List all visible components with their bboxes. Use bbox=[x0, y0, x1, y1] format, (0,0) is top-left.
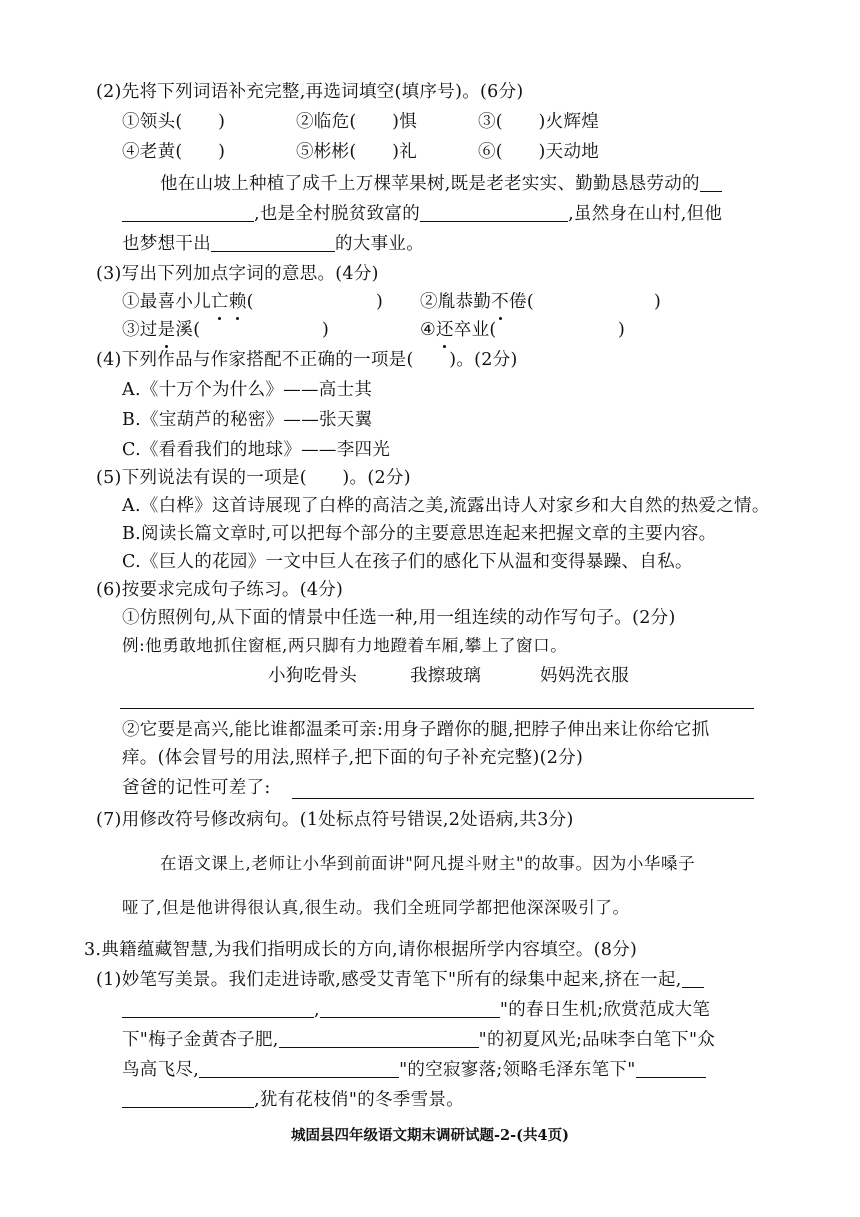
answer-blank[interactable] bbox=[636, 1059, 706, 1078]
q2-2-title: (2)先将下列词语补充完整,再选词填空(填序号)。(6分) bbox=[96, 82, 524, 102]
word-1: ①领头( ) bbox=[122, 112, 226, 132]
q2-2-passage-line3 bbox=[122, 232, 424, 256]
answer-line[interactable] bbox=[292, 798, 754, 799]
q3-title: 3.典籍蕴藏智慧,为我们指明成长的方向,请你根据所学内容填空。(8分) bbox=[84, 940, 638, 960]
page-footer: 城固县四年级语文期末调研试题-2-(共4页) bbox=[291, 1127, 569, 1144]
word-5: ⑤彬彬( )礼 bbox=[296, 142, 418, 162]
option-c: C.《看看我们的地球》——李四光 bbox=[122, 440, 391, 460]
item-4-close: ) bbox=[618, 320, 626, 340]
poem-text: "的春日生机;欣赏范成大笔 bbox=[499, 1000, 711, 1020]
q2-3-title: (3)写出下列加点字词的意思。(4分) bbox=[96, 264, 379, 284]
option-b: B.《宝葫芦的秘密》——张天翼 bbox=[122, 410, 373, 430]
option-a: A.《白桦》这首诗展现了白桦的高洁之美,流露出诗人对家乡和大自然的热爱之情。 bbox=[122, 496, 770, 516]
answer-blank[interactable] bbox=[122, 203, 254, 222]
option-c: C.《巨人的花园》一文中巨人在孩子们的感化下从温和变得暴躁、自私。 bbox=[122, 552, 693, 572]
poem-text: "的初夏风光;品味李白笔下"众 bbox=[478, 1030, 716, 1050]
item-text: ①最喜小儿 bbox=[122, 292, 211, 312]
item-text: ③过 bbox=[122, 320, 158, 340]
faulty-text-line1: 在语文课上,老师让小华到前面讲"阿凡提斗财主"的故事。因为小华嗓子 bbox=[160, 854, 696, 873]
poem-text: 下"梅子金黄杏子肥, bbox=[122, 1030, 279, 1050]
poem-text: , bbox=[314, 1000, 320, 1020]
scenario-1: 小狗吃骨头 bbox=[268, 666, 357, 686]
answer-blank[interactable] bbox=[420, 203, 568, 222]
item-text: ( bbox=[246, 292, 254, 312]
item-2 bbox=[420, 290, 534, 314]
answer-blank[interactable] bbox=[700, 173, 722, 192]
passage-text: 的大事业。 bbox=[335, 234, 424, 254]
answer-blank[interactable] bbox=[211, 233, 335, 252]
sub-question-2: ②它要是高兴,能比谁都温柔可亲:用身子蹭你的腿,把脖子伸出来让你给它抓 bbox=[122, 720, 710, 740]
item-text: ④ bbox=[420, 320, 436, 340]
dotted-char: 还 bbox=[436, 320, 454, 340]
answer-blank[interactable] bbox=[122, 999, 314, 1018]
passage-text: 也梦想干出 bbox=[122, 234, 211, 254]
scenario-2: 我擦玻璃 bbox=[410, 666, 482, 686]
scenario-3: 妈妈洗衣服 bbox=[540, 666, 629, 686]
item-text: 卒业( bbox=[453, 320, 497, 340]
q2-7-title: (7)用修改符号修改病句。(1处标点符号错误,2处语病,共3分) bbox=[96, 810, 574, 830]
word-6: ⑥( )天动地 bbox=[478, 142, 600, 162]
faulty-text-line2: 哑了,但是他讲得很认真,很生动。我们全班同学都把他深深吸引了。 bbox=[122, 898, 630, 917]
sentence-stem: 爸爸的记性可差了: bbox=[122, 778, 271, 798]
poem-text: "的空寂寥落;领略毛泽东笔下" bbox=[399, 1060, 636, 1080]
item-text: ②胤恭勤 bbox=[420, 292, 492, 312]
passage-text: 他在山坡上种植了成千上万棵苹果树,既是老老实实、勤勤恳恳劳动的 bbox=[160, 174, 700, 194]
q3-line4 bbox=[122, 1058, 706, 1082]
item-3-close: ) bbox=[322, 320, 330, 340]
dotted-char: 不 bbox=[491, 292, 510, 312]
dotted-char: 赖 bbox=[228, 292, 247, 312]
item-1-close: ) bbox=[376, 292, 384, 312]
example-sentence: 例:他勇敢地抓住窗框,两只脚有力地蹬着车厢,攀上了窗口。 bbox=[122, 636, 568, 655]
answer-blank[interactable] bbox=[279, 1029, 479, 1048]
word-3: ③( )火辉煌 bbox=[478, 112, 600, 132]
answer-blank[interactable] bbox=[320, 999, 500, 1018]
answer-blank[interactable] bbox=[199, 1059, 399, 1078]
sub-question-2-cont: 痒。(体会冒号的用法,照样子,把下面的句子补充完整)(2分) bbox=[122, 748, 584, 768]
q2-2-passage-line1 bbox=[160, 172, 722, 196]
item-4 bbox=[420, 318, 497, 342]
item-text: 倦( bbox=[509, 292, 534, 312]
option-b: B.阅读长篇文章时,可以把每个部分的主要意思连起来把握文章的主要内容。 bbox=[122, 524, 717, 544]
answer-blank[interactable] bbox=[682, 969, 704, 988]
item-text: 溪( bbox=[175, 320, 201, 340]
item-1 bbox=[122, 290, 254, 314]
word-2: ②临危( )惧 bbox=[296, 112, 418, 132]
option-a: A.《十万个为什么》——高士其 bbox=[122, 380, 373, 400]
poem-text: (1)妙笔写美景。我们走进诗歌,感受艾青笔下"所有的绿集中起来,挤在一起, bbox=[96, 970, 682, 990]
q3-line1 bbox=[96, 968, 704, 992]
poem-text: 鸟高飞尽, bbox=[122, 1060, 200, 1080]
item-2-close: ) bbox=[654, 292, 662, 312]
passage-text: ,虽然身在山村,但他 bbox=[568, 204, 723, 224]
answer-line[interactable] bbox=[120, 708, 754, 709]
sub-question-1: ①仿照例句,从下面的情景中任选一种,用一组连续的动作写句子。(2分) bbox=[122, 608, 676, 628]
q2-6-title: (6)按要求完成句子练习。(4分) bbox=[96, 580, 344, 600]
item-3 bbox=[122, 318, 200, 342]
q2-4-title: (4)下列作品与作家搭配不正确的一项是( )。(2分) bbox=[96, 350, 518, 370]
q2-5-title: (5)下列说法有误的一项是( )。(2分) bbox=[96, 468, 411, 488]
passage-text: ,也是全村脱贫致富的 bbox=[254, 204, 421, 224]
q2-2-passage-line2 bbox=[122, 202, 722, 226]
q3-line5 bbox=[122, 1088, 464, 1112]
dotted-char: 亡 bbox=[211, 292, 229, 312]
answer-blank[interactable] bbox=[122, 1089, 254, 1108]
word-4: ④老黄( ) bbox=[122, 142, 226, 162]
dotted-char: 是 bbox=[157, 320, 176, 340]
q3-line3 bbox=[122, 1028, 715, 1052]
poem-text: ,犹有花枝俏"的冬季雪景。 bbox=[254, 1090, 465, 1110]
q3-line2 bbox=[122, 998, 710, 1022]
